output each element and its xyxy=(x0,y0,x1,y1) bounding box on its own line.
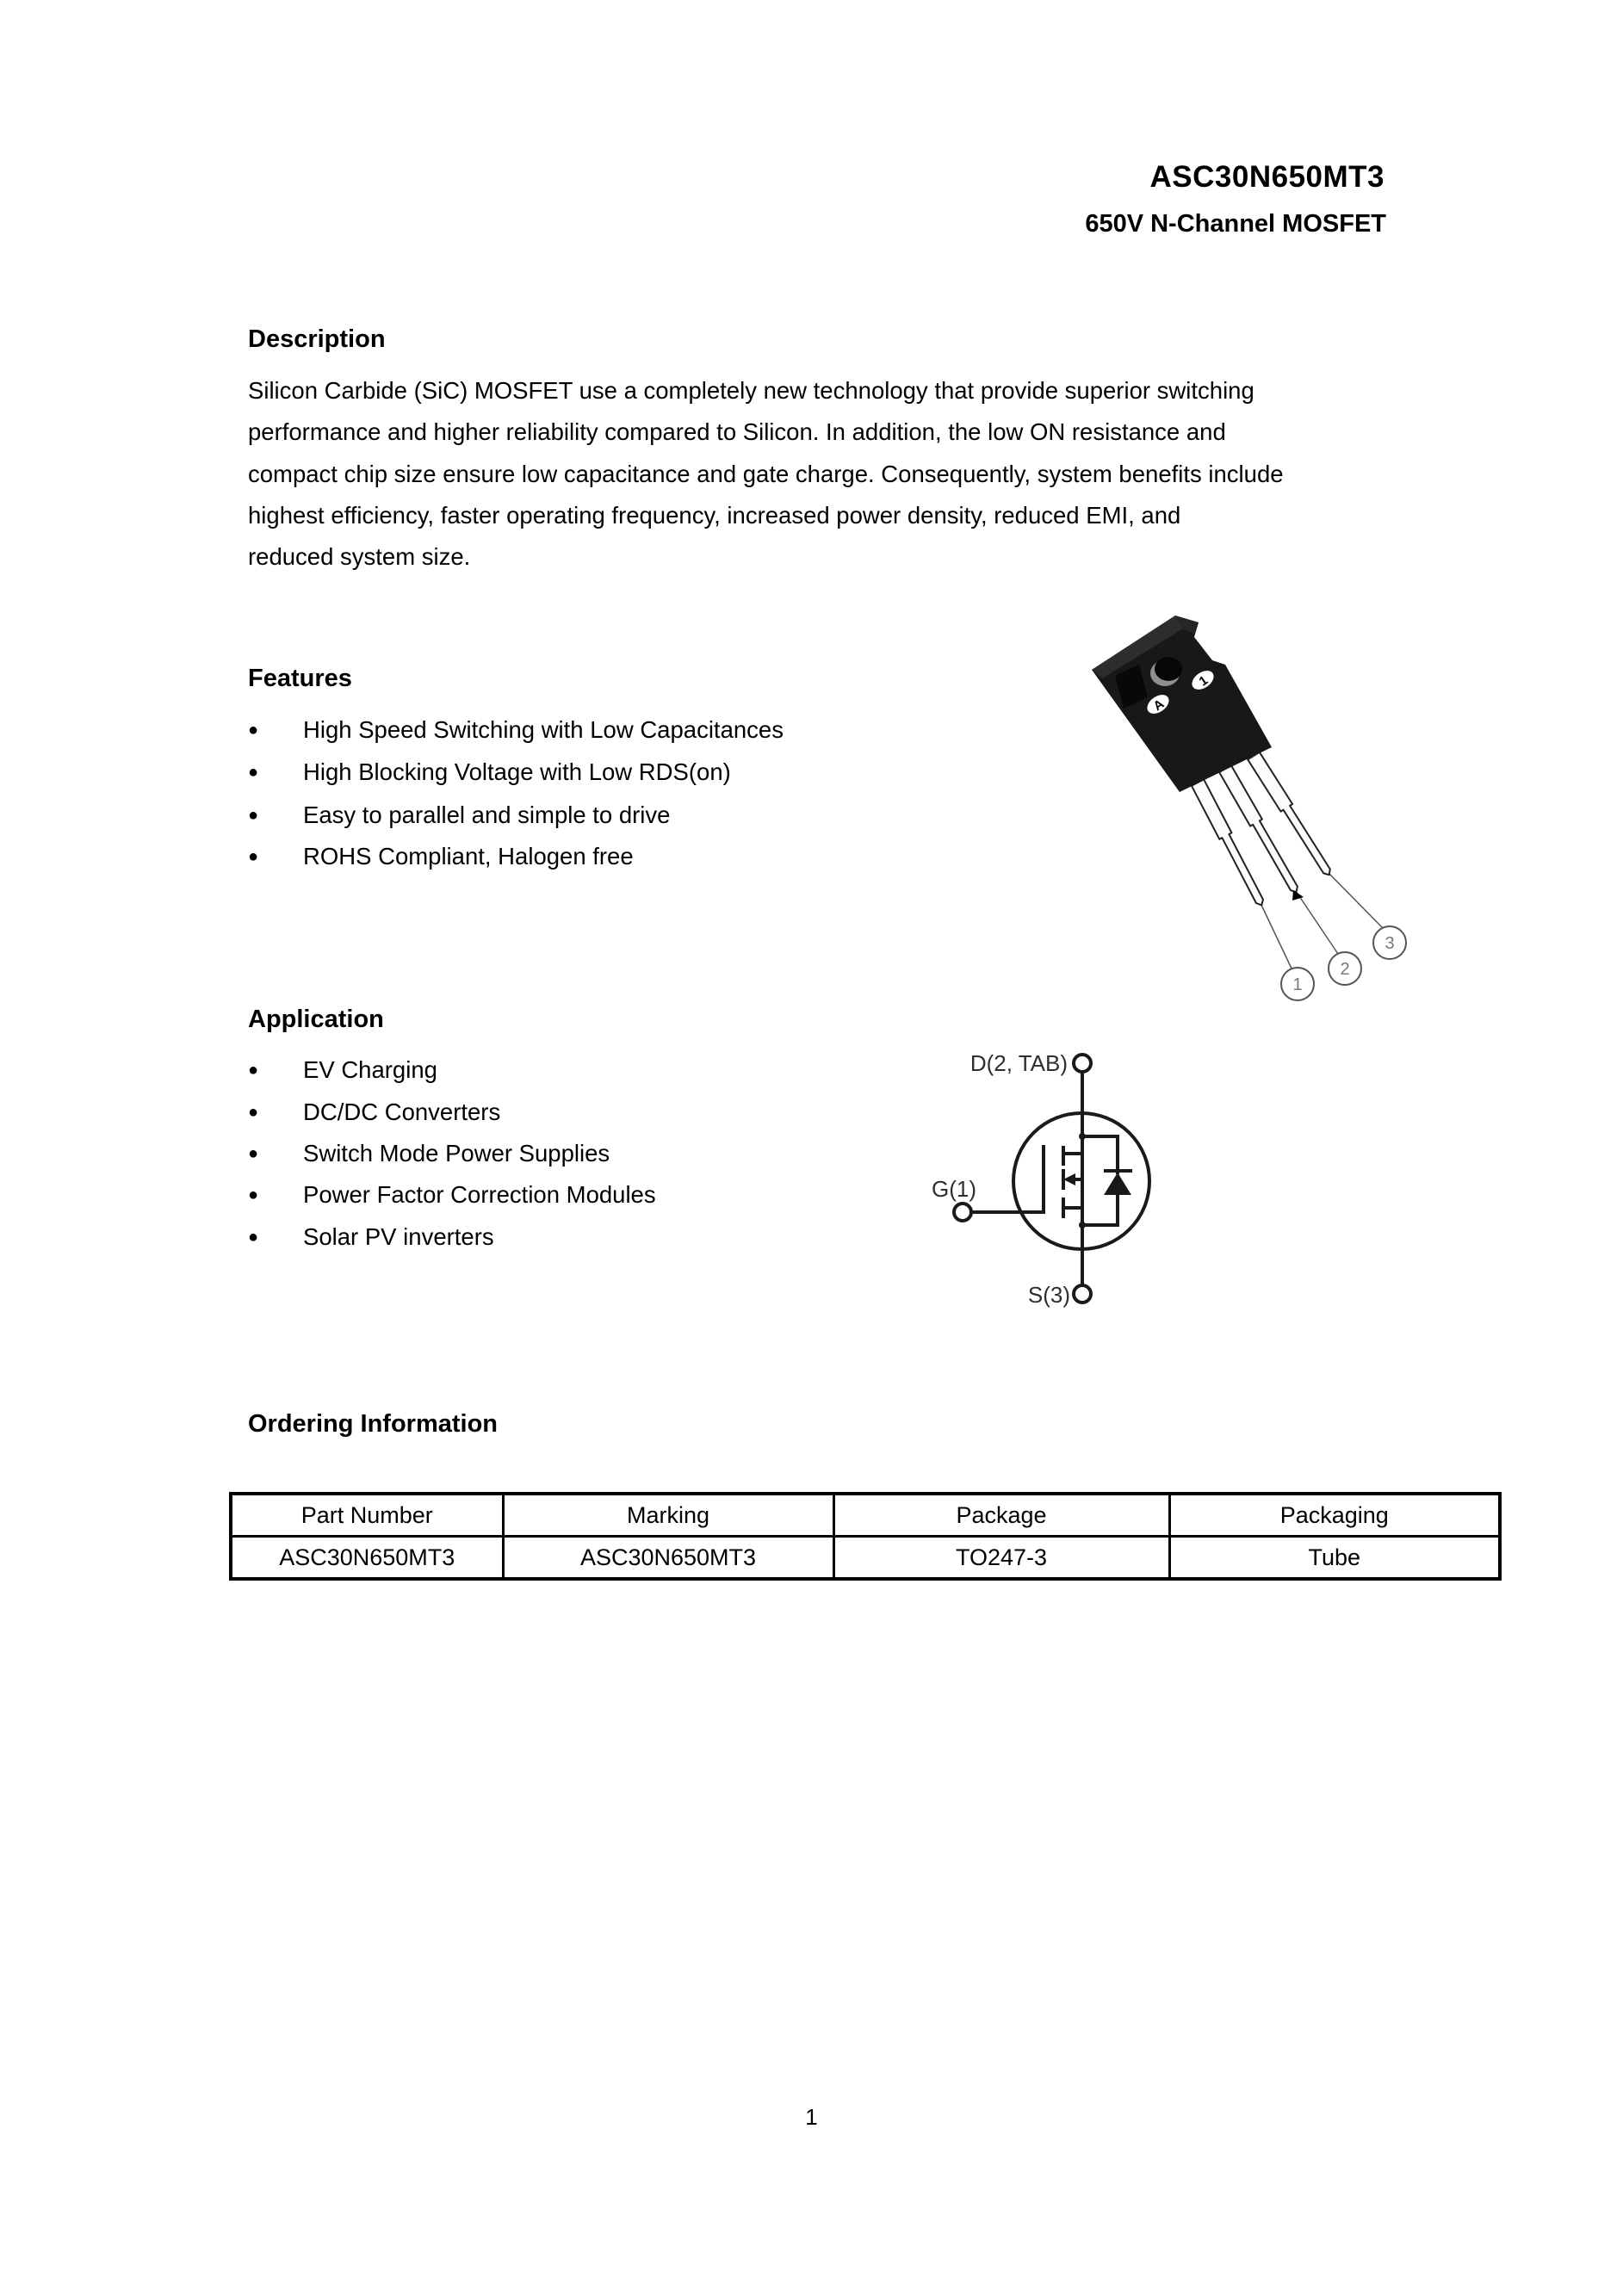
col-header-package: Package xyxy=(833,1494,1169,1537)
application-item xyxy=(248,1216,494,1258)
package-lead-3 xyxy=(1248,752,1330,876)
application-label: EV Charging xyxy=(303,1056,437,1083)
table-row xyxy=(231,1537,1500,1580)
features-heading: Features xyxy=(248,665,352,692)
application-label: Solar PV inverters xyxy=(303,1223,494,1250)
pin1-leader-line xyxy=(1260,901,1292,970)
drain-terminal-icon xyxy=(1074,1055,1091,1072)
view-a-mark-text: A xyxy=(1150,696,1168,715)
package-lead-1 xyxy=(1192,779,1263,905)
drain-label: D(2, TAB) xyxy=(969,1050,1068,1076)
cell-packaging: Tube xyxy=(1169,1537,1500,1580)
bullet-icon: ● xyxy=(248,763,259,782)
mounting-hole-icon xyxy=(1155,657,1182,681)
col-header-marking: Marking xyxy=(503,1494,833,1537)
description-line: highest efficiency, faster operating frequency, increased power density, reduced EMI, and xyxy=(248,501,1181,529)
feature-item xyxy=(248,836,634,877)
description-line: compact chip size ensure low capacitance and gate charge. Consequently, system benefits include xyxy=(248,460,1284,487)
source-label: S(3) xyxy=(1027,1282,1070,1308)
ordering-heading: Ordering Information xyxy=(248,1410,498,1438)
bullet-icon: ● xyxy=(248,806,259,825)
to247-package-image xyxy=(1068,594,1429,1024)
feature-item xyxy=(248,795,670,836)
pin3-leader-line xyxy=(1327,871,1383,928)
part-number-title: ASC30N650MT3 xyxy=(1149,160,1385,194)
bullet-icon: ● xyxy=(248,1103,259,1122)
feature-label: High Blocking Voltage with Low RDS(on) xyxy=(303,758,731,785)
body-arrow-icon xyxy=(1063,1173,1075,1185)
bullet-icon: ● xyxy=(248,1061,259,1080)
bullet-icon: ● xyxy=(248,721,259,740)
application-label: DC/DC Converters xyxy=(303,1098,501,1125)
bullet-icon: ● xyxy=(248,1144,259,1163)
description-heading: Description xyxy=(248,325,386,353)
mosfet-symbol xyxy=(913,1016,1283,1330)
application-item xyxy=(248,1133,610,1174)
bullet-icon: ● xyxy=(248,1228,259,1247)
col-header-packaging: Packaging xyxy=(1169,1494,1500,1537)
package-lead-2 xyxy=(1219,765,1298,892)
gate-label: G(1) xyxy=(932,1176,976,1202)
source-terminal-icon xyxy=(1074,1285,1091,1303)
mosfet-symbol-svg xyxy=(913,1016,1283,1330)
cell-package: TO247-3 xyxy=(833,1537,1169,1580)
package-drawing xyxy=(1068,594,1429,1024)
device-subtitle: 650V N-Channel MOSFET xyxy=(1085,210,1386,238)
bullet-icon: ● xyxy=(248,847,259,866)
description-paragraph xyxy=(248,370,1284,578)
pin3-number: 3 xyxy=(1385,934,1395,953)
application-label: Power Factor Correction Modules xyxy=(303,1181,656,1208)
application-item xyxy=(248,1092,500,1133)
pin1-number: 1 xyxy=(1292,975,1303,994)
gate-terminal-icon xyxy=(954,1204,971,1221)
pin2-number: 2 xyxy=(1340,960,1350,979)
ordering-table xyxy=(229,1492,1502,1581)
application-heading: Application xyxy=(248,1006,384,1033)
diode-triangle-icon xyxy=(1104,1173,1131,1195)
feature-label: ROHS Compliant, Halogen free xyxy=(303,843,634,870)
application-item xyxy=(248,1174,656,1216)
pin2-leader-line xyxy=(1294,888,1338,954)
description-line: Silicon Carbide (SiC) MOSFET use a completely new technology that provide superior switching xyxy=(248,377,1254,404)
cell-part-number: ASC30N650MT3 xyxy=(231,1537,503,1580)
page-number: 1 xyxy=(805,2104,818,2130)
feature-label: Easy to parallel and simple to drive xyxy=(303,801,671,828)
col-header-part-number: Part Number xyxy=(231,1494,503,1537)
table-header-row xyxy=(231,1494,1500,1537)
package-body xyxy=(1092,616,1272,792)
bullet-icon: ● xyxy=(248,1185,259,1204)
feature-item xyxy=(248,752,731,793)
feature-item xyxy=(248,709,784,751)
pin1-mark-text: 1 xyxy=(1196,672,1211,690)
application-item xyxy=(248,1049,437,1091)
description-line: performance and higher reliability compared to Silicon. In addition, the low ON resistance and xyxy=(248,418,1226,446)
cell-marking: ASC30N650MT3 xyxy=(503,1537,833,1580)
application-label: Switch Mode Power Supplies xyxy=(303,1140,610,1167)
description-line: reduced system size. xyxy=(248,543,471,571)
feature-label: High Speed Switching with Low Capacitances xyxy=(303,716,784,743)
